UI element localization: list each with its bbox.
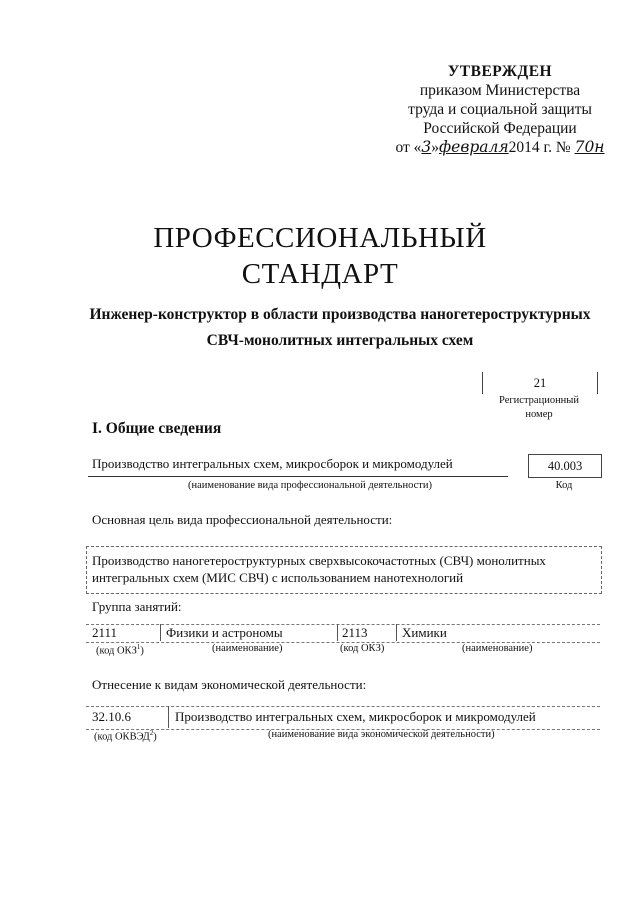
economic-label: Отнесение к видам экономической деятельности: [92, 677, 367, 692]
approval-date-line: от «3»февраля2014 г. № 70н [395, 138, 605, 156]
group-code-1: 2111 [92, 625, 118, 640]
economic-code: 32.10.6 [92, 709, 131, 724]
cell-divider [160, 624, 161, 641]
date-month: февраля [439, 138, 509, 156]
approval-line: Российской Федерации [423, 120, 577, 137]
section-title: I. Общие сведения [92, 420, 222, 437]
group-label: Группа занятий: [92, 599, 182, 614]
group-code-2: 2113 [342, 625, 368, 640]
group-caption-name-2: (наименование) [462, 643, 533, 654]
date-day: 3 [421, 138, 432, 156]
cell-divider [396, 624, 397, 641]
group-name-2: Химики [402, 625, 447, 640]
registration-number-label: Регистрационный номер [499, 395, 579, 420]
approval-title: УТВЕРЖДЕН [447, 63, 553, 80]
activity-name: Производство интегральных схем, микросборок и микромодулей [92, 456, 453, 471]
order-number: 70н [574, 138, 605, 156]
group-caption-code-1: (код ОКЗ$^1$) [96, 643, 144, 657]
cell-divider [168, 706, 169, 728]
economic-name: Производство интегральных схем, микросборок и микромодулей [175, 709, 536, 724]
underline [88, 476, 508, 477]
registration-number-box: 21 [482, 372, 598, 394]
group-caption-code-2: (код ОКЗ) [340, 643, 385, 654]
economic-caption-name: (наименование вида экономической деятельности) [268, 729, 495, 740]
document-subtitle: Инженер-конструктор в области производства наногетероструктурных СВЧ-монолитных интегральных схем [89, 306, 591, 349]
activity-code-box: 40.003 [528, 454, 602, 478]
document-title: ПРОФЕССИОНАЛЬНЫЙ СТАНДАРТ [153, 222, 487, 290]
approval-block [380, 62, 620, 157]
group-name-1: Физики и астрономы [166, 625, 283, 640]
approval-line: труда и социальной защиты [408, 101, 592, 118]
activity-code-label: Код [555, 480, 573, 491]
goal-text: Производство наногетероструктурных сверхвысокочастотных (СВЧ) монолитных интегральных схем (МИС СВЧ) с использованием нанотехнологий [92, 553, 546, 585]
date-year: 2014 г. № [508, 139, 571, 156]
economic-caption-code: (код ОКВЭД$^2$) [94, 729, 157, 743]
activity-caption: (наименование вида профессиональной деятельности) [188, 480, 432, 491]
group-caption-name-1: (наименование) [212, 643, 283, 654]
approval-line: приказом Министерства [419, 82, 581, 99]
goal-label: Основная цель вида профессиональной деятельности: [92, 512, 393, 527]
cell-divider [337, 624, 338, 641]
